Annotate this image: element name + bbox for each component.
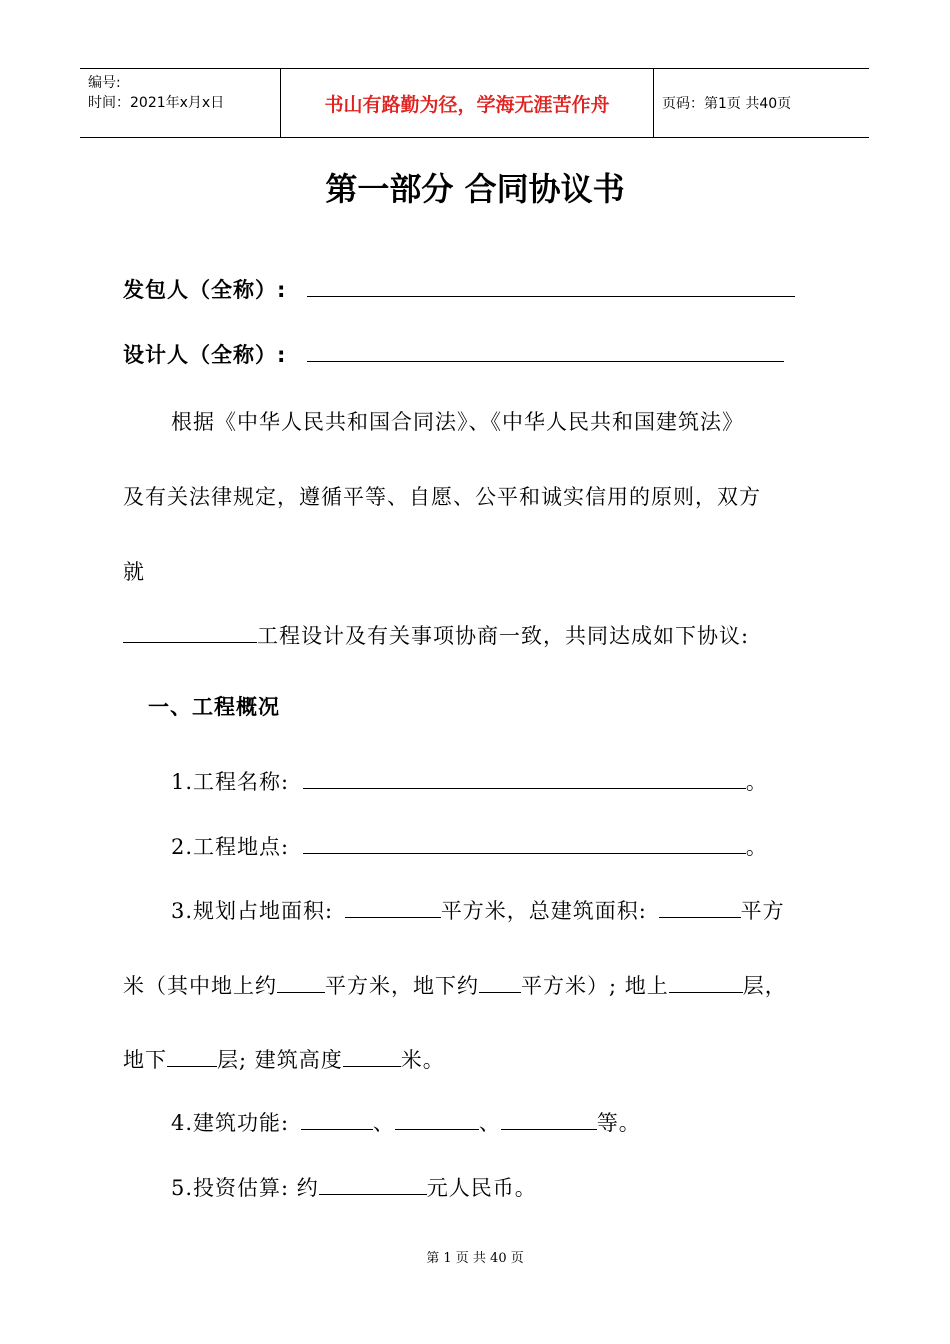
item-project-name — [171, 766, 768, 796]
building-height-blank[interactable] — [343, 1046, 401, 1067]
designer-label: 设计人（全称）: — [123, 343, 287, 367]
below-ground-area-blank[interactable] — [479, 972, 521, 993]
item-building-function — [171, 1107, 641, 1137]
item-project-location — [171, 831, 768, 861]
item4-sep-2: 、 — [478, 1111, 501, 1135]
intro-line-3: 就 — [123, 560, 145, 584]
designer-line — [123, 339, 784, 369]
intro-line-4 — [123, 620, 749, 650]
item4-sep-1: 、 — [372, 1111, 395, 1135]
document-number-label: 编号: — [88, 75, 121, 91]
item3-text-f: 平方米）; 地上 — [521, 974, 669, 998]
employer-line — [123, 274, 795, 304]
item3-text-h: 地下 — [123, 1048, 167, 1072]
land-area-blank[interactable] — [345, 897, 441, 918]
project-name-blank[interactable] — [123, 622, 257, 643]
intro-line-1: 根据《中华人民共和国合同法》、《中华人民共和国建筑法》 — [171, 410, 744, 434]
header-page-info: 页码：第1页 共40页 — [662, 96, 792, 112]
item3-text-e: 平方米，地下约 — [325, 974, 479, 998]
employer-label: 发包人（全称）: — [123, 278, 287, 302]
item3-text-j: 米。 — [400, 1048, 445, 1072]
item3-text-i: 层; 建筑高度 — [217, 1048, 343, 1072]
item2-label: 2.工程地点: — [171, 835, 290, 859]
item-area-line-2 — [123, 970, 787, 1000]
total-area-blank[interactable] — [659, 897, 741, 918]
floors-below-blank[interactable] — [167, 1046, 217, 1067]
item1-blank[interactable] — [303, 768, 746, 789]
item-area-line-3 — [123, 1044, 445, 1074]
item-area-line-1 — [171, 895, 785, 925]
section-heading: 一、工程概况 — [148, 695, 280, 719]
header-meta — [80, 69, 280, 137]
intro-line-2: 及有关法律规定，遵循平等、自愿、公平和诚实信用的原则，双方 — [123, 485, 761, 509]
above-ground-area-blank[interactable] — [277, 972, 325, 993]
header-motto: 书山有路勤为径，学海无涯苦作舟 — [280, 69, 654, 137]
item1-label: 1.工程名称: — [171, 770, 290, 794]
item5-end: 元人民币。 — [426, 1176, 537, 1200]
item1-end: 。 — [745, 770, 768, 794]
item3-text-d: 米（其中地上约 — [123, 974, 277, 998]
item3-text-b: 平方米，总建筑面积: — [440, 899, 647, 923]
function-blank-3[interactable] — [501, 1109, 597, 1130]
employer-blank[interactable] — [307, 276, 795, 297]
designer-blank[interactable] — [307, 341, 784, 362]
item2-end: 。 — [745, 835, 768, 859]
function-blank-2[interactable] — [395, 1109, 479, 1130]
item4-end: 等。 — [596, 1111, 641, 1135]
item4-label: 4.建筑功能: — [171, 1111, 290, 1135]
item5-label: 5.投资估算: 约 — [171, 1176, 319, 1200]
item3-text-g: 层， — [742, 974, 787, 998]
item-investment — [171, 1172, 537, 1202]
page-title: 第一部分 合同协议书 — [325, 170, 625, 208]
item2-blank[interactable] — [303, 833, 746, 854]
intro-line-4-text: 工程设计及有关事项协商一致，共同达成如下协议: — [257, 624, 750, 648]
item3-text-a: 3.规划占地面积: — [171, 899, 334, 923]
page-footer: 第 1 页 共 40 页 — [426, 1251, 524, 1266]
floors-above-blank[interactable] — [669, 972, 743, 993]
header-table — [80, 68, 869, 138]
item3-text-c: 平方 — [740, 899, 785, 923]
document-date: 时间：2021年x月x日 — [88, 95, 225, 111]
investment-blank[interactable] — [319, 1174, 427, 1195]
function-blank-1[interactable] — [301, 1109, 373, 1130]
